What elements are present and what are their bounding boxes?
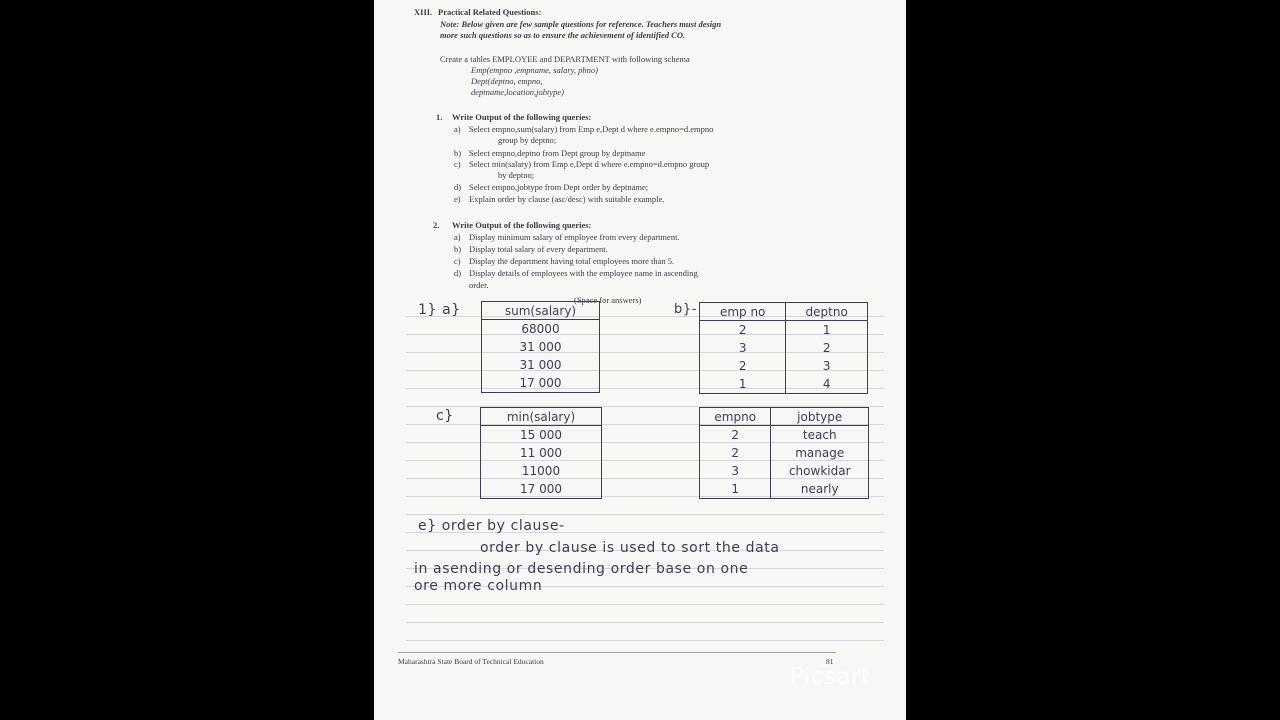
footer-rule bbox=[398, 652, 836, 653]
q1-item-text: Select empno,sum(salary) from Emp e,Dept d where e.empno=d.empno bbox=[469, 124, 714, 134]
answer-e-line-2: in asending or desending order base on one bbox=[414, 561, 749, 577]
table-cell: 1 bbox=[738, 377, 747, 391]
table-cell: 11 000 bbox=[520, 446, 562, 460]
q1-item-text: Select empno,deptno from Dept group by deptname bbox=[469, 148, 646, 158]
section-number: XIII. bbox=[414, 7, 433, 17]
answer-label-1c: c} bbox=[436, 408, 454, 424]
table-cell: 1 bbox=[786, 321, 868, 340]
q2-item-label: b) bbox=[454, 244, 462, 254]
table-cell: 3 bbox=[738, 341, 747, 355]
q2-item-label: a) bbox=[454, 232, 461, 242]
q1-number: 1. bbox=[436, 112, 443, 122]
q1-item-label: e) bbox=[454, 194, 461, 204]
table-cell: 3 bbox=[731, 464, 740, 478]
q1-item-label: d) bbox=[454, 182, 462, 192]
picsart-watermark: Picsart bbox=[790, 664, 871, 690]
q1-item-label: b) bbox=[454, 148, 462, 158]
table-header: sum(salary) bbox=[482, 302, 600, 320]
answer-e-line-3: ore more column bbox=[414, 578, 543, 594]
table-cell: chowkidar bbox=[771, 462, 869, 480]
schema-line-1: Emp(empno ,empname, salary, phno) bbox=[471, 65, 599, 75]
answer-label-1b: b}- bbox=[674, 302, 698, 317]
table-cell: teach bbox=[771, 426, 869, 445]
q2-item-label: c) bbox=[454, 256, 461, 266]
q1-item-text: group by deptno; bbox=[498, 135, 557, 145]
table-cell: 4 bbox=[786, 375, 868, 394]
table-cell: 3 bbox=[786, 357, 868, 375]
schema-line-3: deptname,location,jobtype) bbox=[471, 87, 565, 97]
table-cell: 2 bbox=[738, 323, 747, 337]
table-cell: 17 000 bbox=[519, 376, 562, 390]
answer-e-heading: e} order by clause- bbox=[418, 518, 565, 534]
space-note: (Space for answers) bbox=[574, 295, 642, 305]
table-header: deptno bbox=[786, 303, 868, 321]
q2-item-text: order. bbox=[469, 280, 489, 290]
answer-table-empno-jobtype bbox=[699, 407, 869, 499]
table-cell: 2 bbox=[738, 359, 747, 373]
q1-item-text: by deptno; bbox=[498, 170, 535, 180]
table-cell: 2 bbox=[731, 428, 740, 442]
table-cell: 11000 bbox=[521, 464, 561, 478]
table-cell: nearly bbox=[771, 480, 869, 499]
ruled-line bbox=[406, 604, 884, 605]
answer-table-sum-salary bbox=[481, 301, 600, 393]
ruled-line bbox=[406, 514, 884, 515]
table-cell: 2 bbox=[786, 339, 868, 357]
note-line-2: more such questions so as to ensure the achievement of identified CO. bbox=[440, 30, 686, 40]
table-cell: 31 000 bbox=[519, 340, 562, 354]
table-header: empno bbox=[700, 408, 771, 426]
answer-label-1a: 1} a} bbox=[418, 302, 461, 318]
q1-title: Write Output of the following queries: bbox=[452, 112, 592, 122]
q2-item-text: Display minimum salary of employee from every department. bbox=[469, 232, 680, 242]
section-title: Practical Related Questions: bbox=[438, 7, 542, 17]
q2-item-text: Display total salary of every department. bbox=[469, 244, 608, 254]
q1-item-label: a) bbox=[454, 124, 461, 134]
schema-intro: Create a tables EMPLOYEE and DEPARTMENT with following schema bbox=[440, 54, 690, 64]
table-cell: 2 bbox=[731, 446, 740, 460]
q1-item-label: c) bbox=[454, 159, 461, 169]
table-cell: 17 000 bbox=[520, 482, 562, 496]
worksheet-page bbox=[374, 0, 906, 720]
q1-item-text: Select empno,jobtype from Dept order by deptname; bbox=[469, 182, 649, 192]
q2-item-text: Display the department having total employees more than 5. bbox=[469, 256, 675, 266]
q2-item-text: Display details of employees with the employee name in ascending bbox=[469, 268, 698, 278]
table-cell: 31 000 bbox=[519, 358, 562, 372]
q2-number: 2. bbox=[433, 220, 440, 230]
q1-item-text: Explain order by clause (asc/desc) with suitable example. bbox=[469, 194, 665, 204]
table-cell: 15 000 bbox=[520, 428, 562, 442]
q2-title: Write Output of the following queries: bbox=[452, 220, 592, 230]
footer-board: Maharashtra State Board of Technical Education bbox=[398, 657, 544, 666]
ruled-line bbox=[406, 622, 884, 623]
answer-e-line-1: order by clause is used to sort the data bbox=[480, 540, 780, 556]
q2-item-label: d) bbox=[454, 268, 462, 278]
answer-table-min-salary bbox=[480, 407, 602, 499]
schema-line-2: Dept(deptno, empno, bbox=[471, 76, 543, 86]
table-header: jobtype bbox=[771, 408, 869, 426]
table-header: min(salary) bbox=[481, 408, 602, 426]
q1-item-text: Select min(salary) from Emp e,Dept d where e.empno=d.empno group bbox=[469, 159, 710, 169]
table-cell: 1 bbox=[731, 482, 740, 496]
footer-page-number: 81 bbox=[826, 657, 834, 666]
ruled-line bbox=[406, 640, 884, 641]
table-header: emp no bbox=[700, 303, 786, 321]
note-line-1: Note: Below given are few sample questions for reference. Teachers must design bbox=[440, 19, 722, 29]
table-cell: 68000 bbox=[521, 322, 560, 336]
answer-table-empno-deptno bbox=[699, 302, 868, 394]
table-cell: manage bbox=[771, 444, 869, 462]
